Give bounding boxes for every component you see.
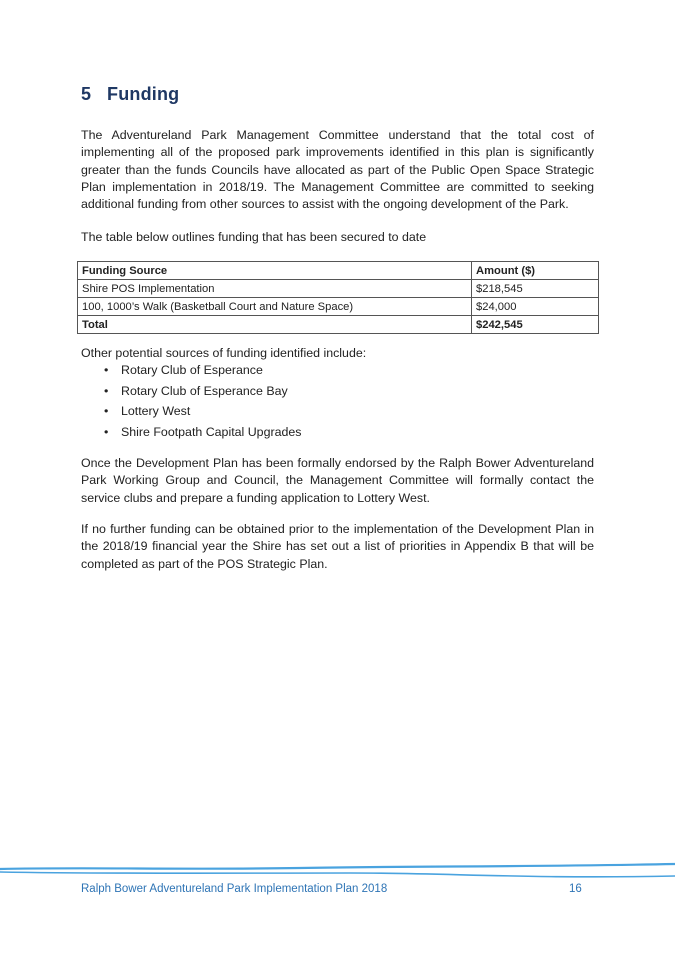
list-item-label: Rotary Club of Esperance Bay xyxy=(121,383,288,398)
header-amount: Amount ($) xyxy=(472,262,599,280)
header-funding-source: Funding Source xyxy=(78,262,472,280)
list-item xyxy=(81,424,301,445)
other-sources-intro: Other potential sources of funding identified include: xyxy=(81,346,367,360)
bullet-icon: • xyxy=(104,424,109,439)
footer-page-number: 16 xyxy=(569,883,582,895)
table-header-row xyxy=(78,262,599,280)
other-sources-list xyxy=(81,362,301,444)
list-item xyxy=(81,362,301,383)
table-total-row xyxy=(78,316,599,334)
wave-stroke-lower xyxy=(0,872,675,877)
fallback-paragraph: If no further funding can be obtained prior to the implementation of the Development Plan in the 2018/19 financial year the Shire has set out a list of priorities in Appendix B that will be completed as part of the POS Strategic Plan. xyxy=(81,522,594,571)
bullet-icon: • xyxy=(104,363,109,377)
wave-stroke-upper xyxy=(0,864,675,869)
endorsement-paragraph: Once the Development Plan has been formally endorsed by the Ralph Bower Adventureland Park Working Group and Council, the Management Committee will formally contact the service clubs and prepare a funding application to Lottery West. xyxy=(81,456,594,505)
bullet-icon: • xyxy=(104,383,109,398)
bullet-icon: • xyxy=(104,404,109,418)
total-amount: $242,545 xyxy=(472,316,599,334)
cell-amount: $24,000 xyxy=(472,298,599,316)
funding-table xyxy=(77,261,599,334)
total-label: Total xyxy=(78,316,472,334)
list-item xyxy=(81,383,301,404)
section-number: 5 xyxy=(81,84,92,104)
intro-paragraph: The Adventureland Park Management Committee understand that the total cost of implementing all of the proposed park improvements identified in this plan is significantly greater than the funds Councils have allocated as part of the Public Open Space Strategic Plan implementation in 2018/19. The Management Committee are committed to seeking additional funding from other sources to assist with the ongoing development of the Park. xyxy=(81,128,594,212)
cell-amount: $218,545 xyxy=(472,280,599,298)
table-row xyxy=(78,280,599,298)
table-intro-paragraph: The table below outlines funding that has been secured to date xyxy=(81,230,427,244)
section-heading xyxy=(81,84,179,105)
footer-document-title: Ralph Bower Adventureland Park Implementation Plan 2018 xyxy=(81,883,388,895)
list-item xyxy=(81,403,301,424)
table-row xyxy=(78,298,599,316)
section-title: Funding xyxy=(107,84,180,104)
cell-source: Shire POS Implementation xyxy=(78,280,472,298)
list-item-label: Rotary Club of Esperance xyxy=(121,363,263,377)
list-item-label: Shire Footpath Capital Upgrades xyxy=(121,424,302,439)
cell-source: 100, 1000’s Walk (Basketball Court and Nature Space) xyxy=(78,298,472,316)
list-item-label: Lottery West xyxy=(121,404,191,418)
